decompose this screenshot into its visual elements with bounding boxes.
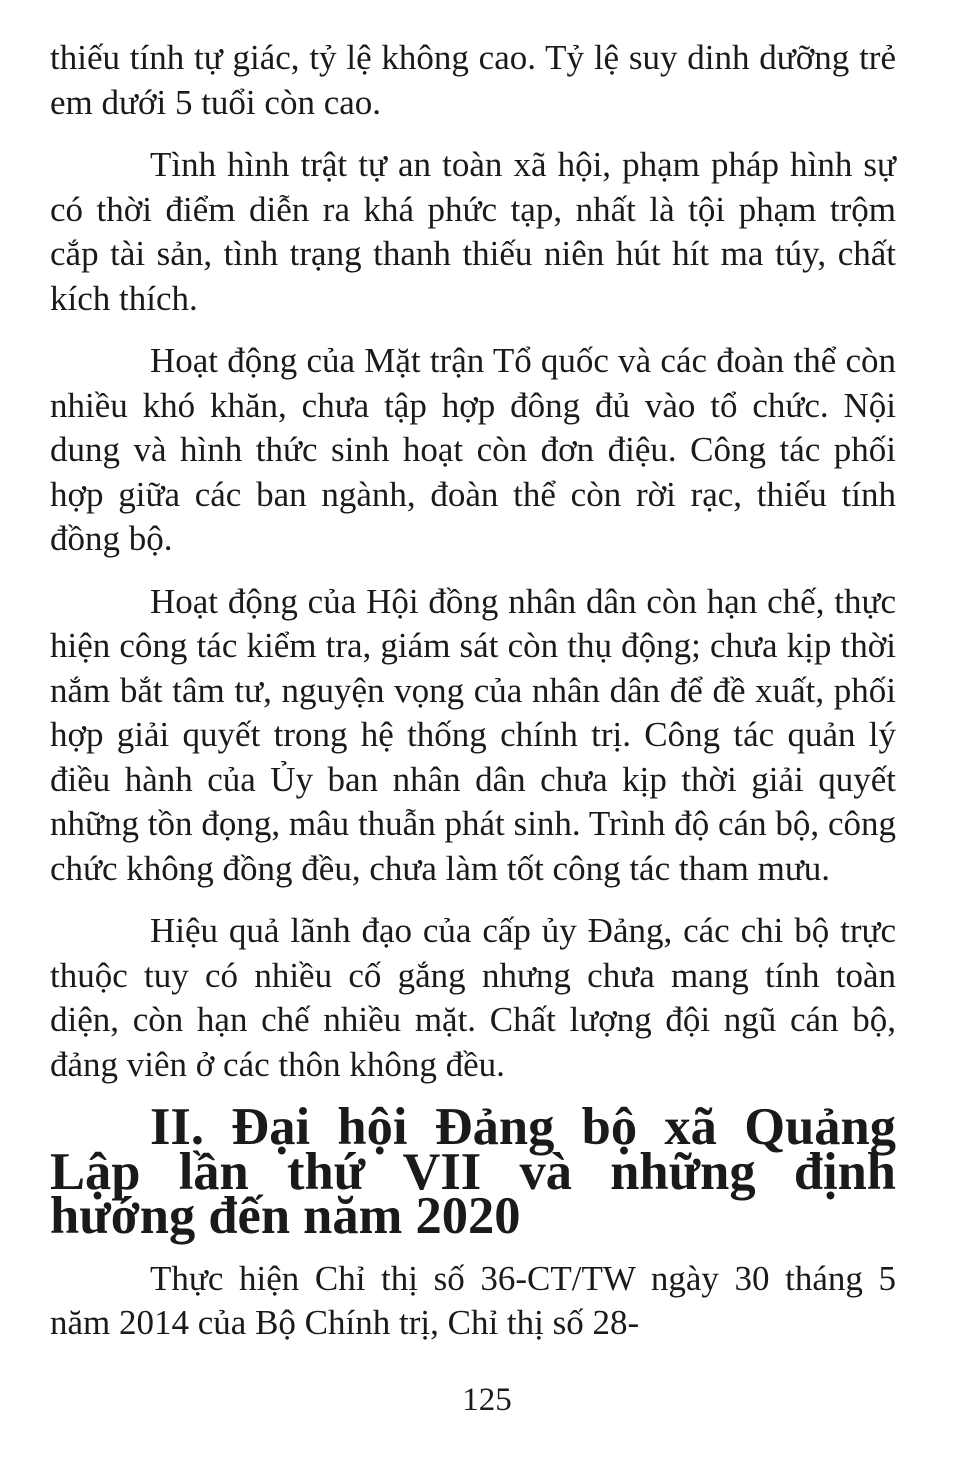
paragraph-fatherland-front: Hoạt động của Mặt trận Tổ quốc và các đoàn thể còn nhiều khó khăn, chưa tập hợp đông đủ vào tổ chức. Nội dung và hình thức sinh hoạt còn đơn điệu. Công tác phối hợp giữa các ban ngành, đoàn thể còn rời rạc, thiếu tính đồng bộ.	[50, 341, 896, 558]
paragraph-party-leadership: Hiệu quả lãnh đạo của cấp ủy Đảng, các chi bộ trực thuộc tuy có nhiều cố gắng nhưng chưa mang tính toàn diện, còn hạn chế nhiều mặt. Chất lượng đội ngũ cán bộ, đảng viên ở các thôn không đều.	[50, 911, 896, 1084]
paragraph-peoples-council: Hoạt động của Hội đồng nhân dân còn hạn chế, thực hiện công tác kiểm tra, giám sát còn thụ động; chưa kịp thời nắm bắt tâm tư, nguyện vọng của nhân dân để đề xuất, phối hợp giải quyết trong hệ thống chính trị. Công tác quản lý điều hành của Ủy ban nhân dân chưa kịp thời giải quyết những tồn đọng, mâu thuẫn phát sinh. Trình độ cán bộ, công chức không đồng đều, chưa làm tốt công tác tham mưu.	[50, 581, 896, 888]
section-heading: II. Đại hội Đảng bộ xã Quảng Lập lần thứ VII và những định hướng đến năm 2020	[50, 1098, 896, 1245]
paragraph-continued: thiếu tính tự giác, tỷ lệ không cao. Tỷ lệ suy dinh dưỡng trẻ em dưới 5 tuổi còn cao.	[50, 38, 896, 122]
page-number: 125	[462, 1382, 512, 1418]
page-body	[50, 36, 896, 1364]
paragraph-directive: Thực hiện Chỉ thị số 36-CT/TW ngày 30 tháng 5 năm 2014 của Bộ Chính trị, Chỉ thị số 28-	[50, 1258, 896, 1342]
paragraph-social-order: Tình hình trật tự an toàn xã hội, phạm pháp hình sự có thời điểm diễn ra khá phức tạp, nhất là tội phạm trộm cắp tài sản, tình trạng thanh thiếu niên hút hít ma túy, chất kích thích.	[50, 145, 896, 318]
